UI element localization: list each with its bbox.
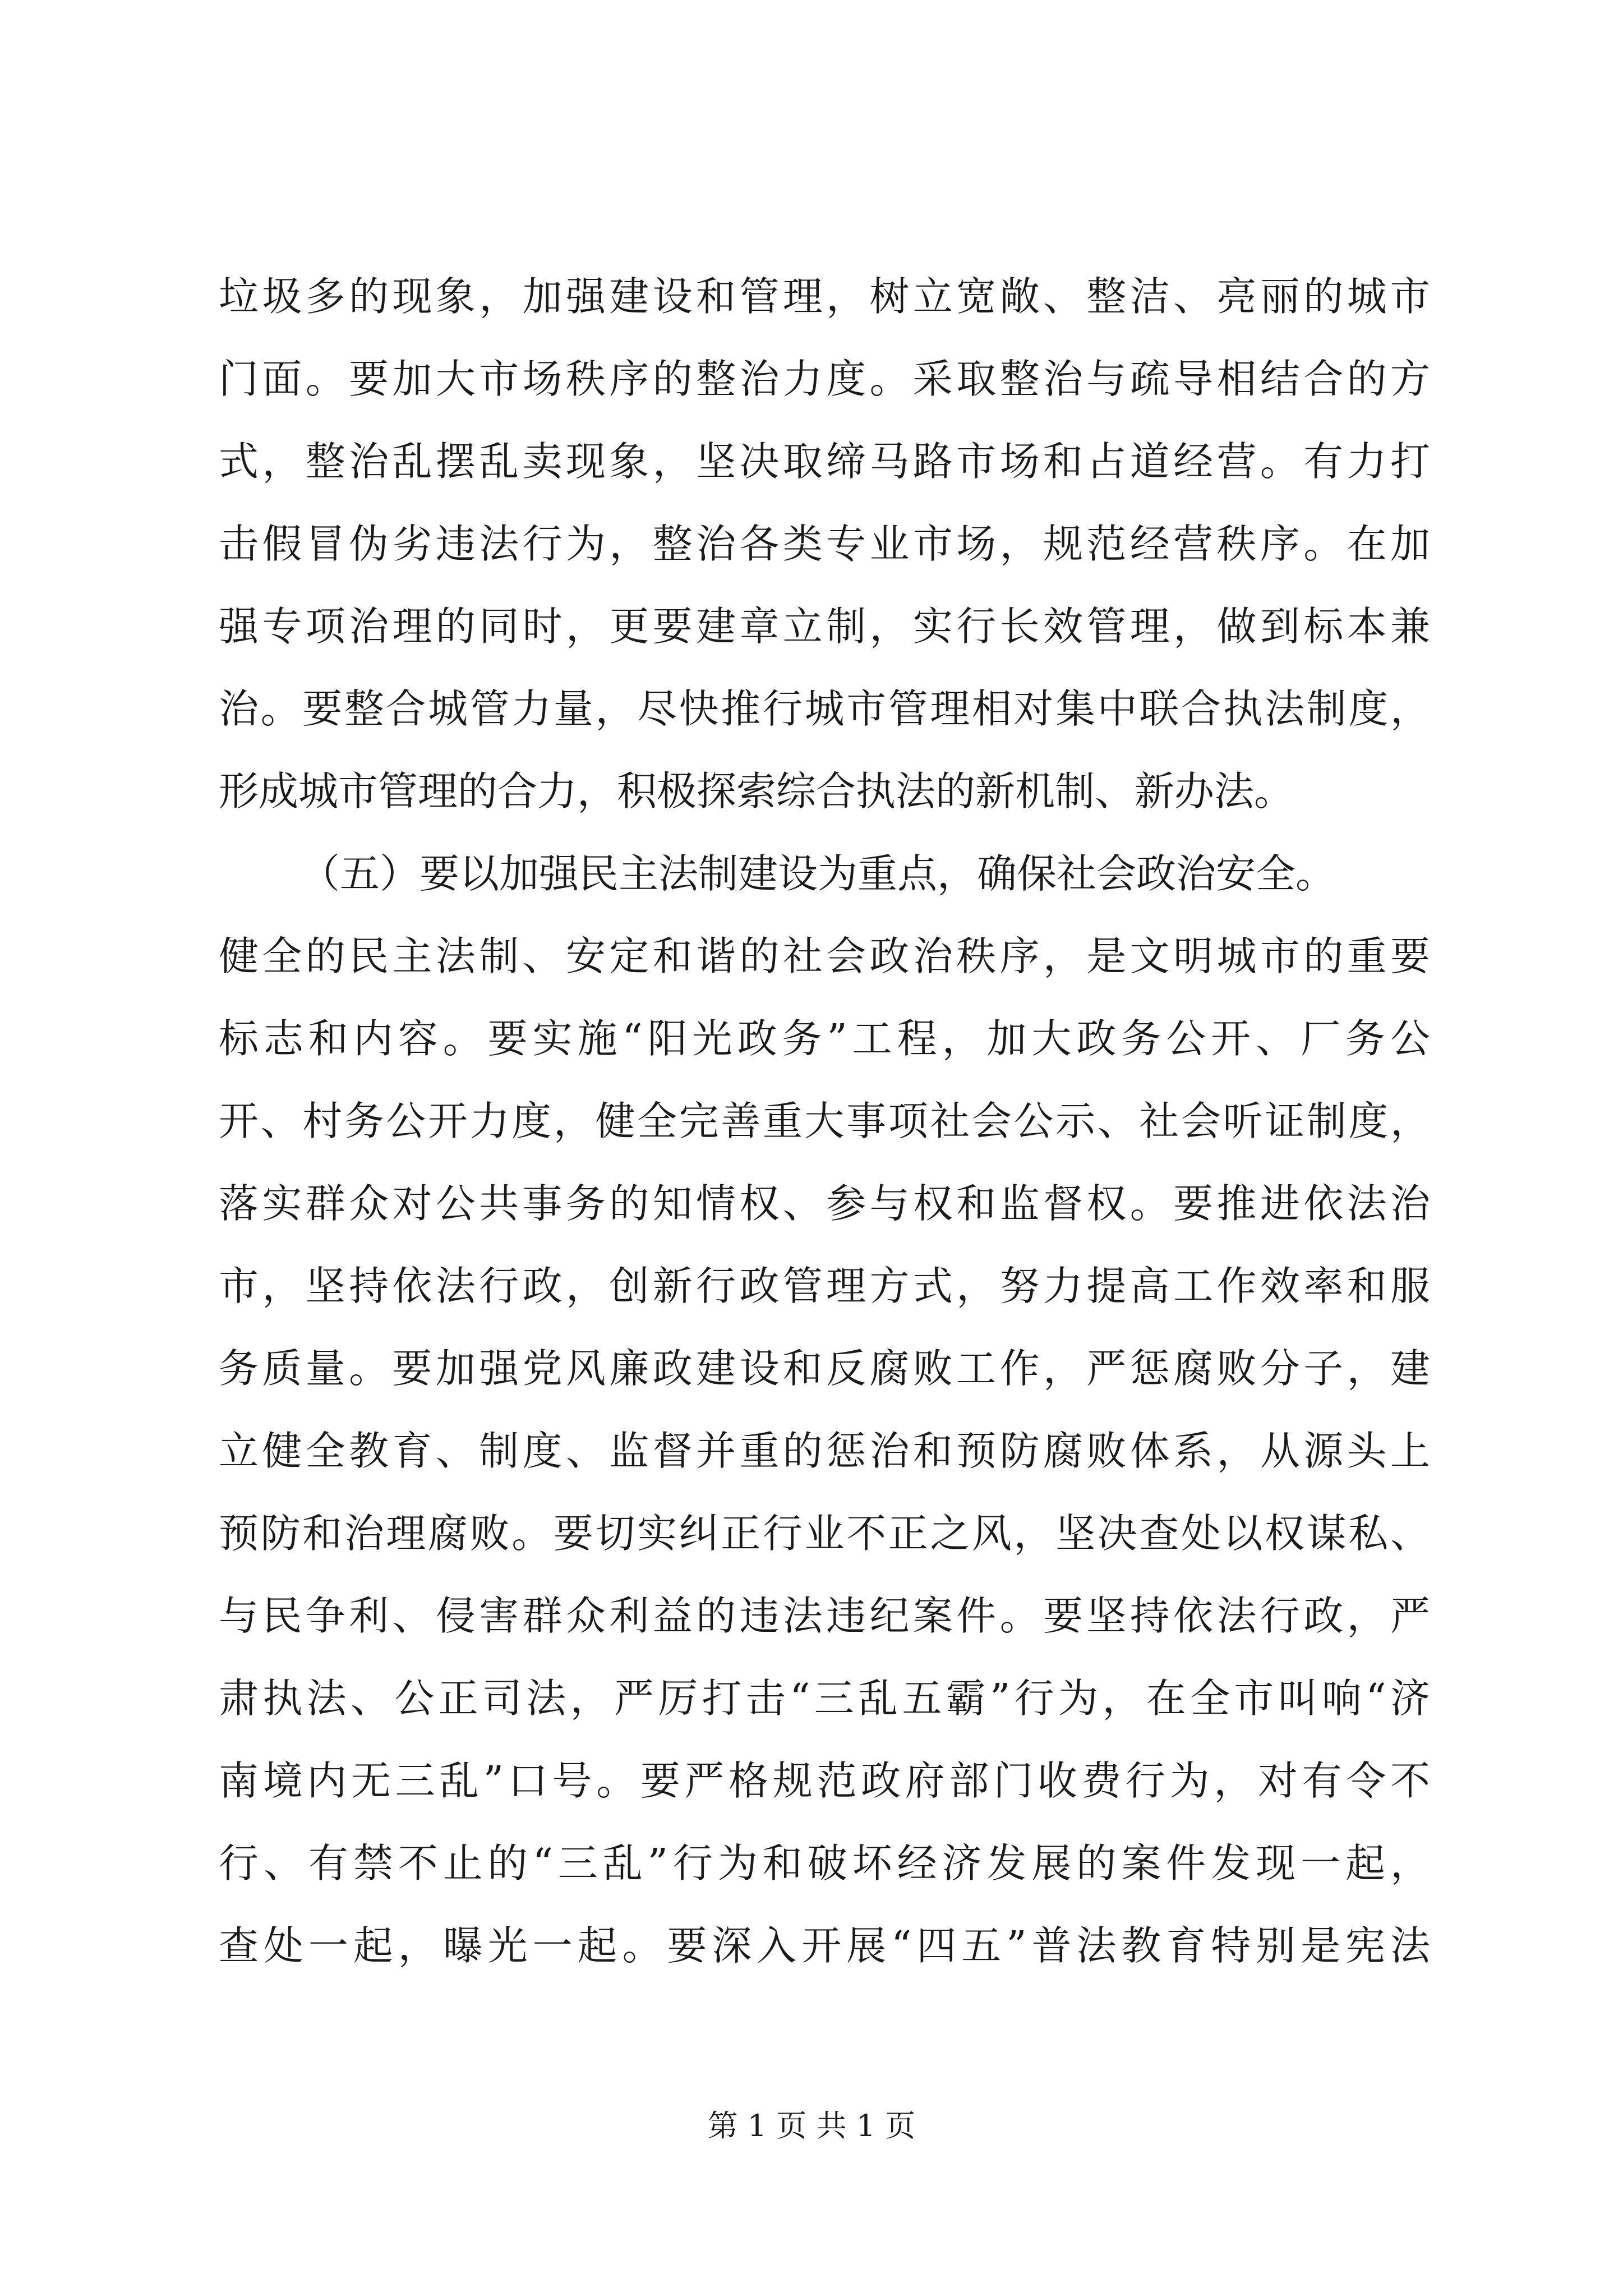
text-line: 垃圾多的现象，加强建设和管理，树立宽敞、整洁、亮丽的城市 [219,273,1430,320]
section-heading-line: （五）要以加强民主法制建设为重点，确保社会政治安全。 [300,850,1336,897]
text-line: 行、有禁不止的“三乱”行为和破坏经济发展的案件发现一起， [219,1840,1430,1887]
text-line: 肃执法、公正司法，严厉打击“三乱五霸”行为，在全市叫响“济 [219,1675,1430,1722]
text-line: 预防和治理腐败。要切实纠正行业不正之风，坚决查处以权谋私、 [219,1510,1430,1557]
text-line: 务质量。要加强党风廉政建设和反腐败工作，严惩腐败分子，建 [219,1345,1430,1392]
text-line: 开、村务公开力度，健全完善重大事项社会公示、社会听证制度， [219,1098,1430,1144]
text-line: 与民争利、侵害群众利益的违法违纪案件。要坚持依法行政，严 [219,1593,1430,1639]
text-line: 市，坚持依法行政，创新行政管理方式，努力提高工作效率和服 [219,1263,1430,1309]
text-line: 落实群众对公共事务的知情权、参与权和监督权。要推进依法治 [219,1180,1430,1227]
text-line: 击假冒伪劣违法行为，整治各类专业市场，规范经营秩序。在加 [219,521,1430,567]
page-footer [0,2106,1623,2146]
text-line: 南境内无三乱”口号。要严格规范政府部门收费行为，对有令不 [219,1757,1430,1804]
text-line: 门面。要加大市场秩序的整治力度。采取整治与疏导相结合的方 [219,356,1430,402]
text-line: 强专项治理的同时，更要建章立制，实行长效管理，做到标本兼 [219,603,1430,650]
text-line: 健全的民主法制、安定和谐的社会政治秩序，是文明城市的重要 [219,933,1430,979]
text-line: 标志和内容。要实施“阳光政务”工程，加大政务公开、厂务公 [219,1015,1430,1062]
page-number-label: 第 1 页 共 1 页 [707,2108,916,2143]
document-body [219,255,1430,1987]
text-line: 治。要整合城管力量，尽快推行城市管理相对集中联合执法制度， [219,685,1430,732]
text-line: 查处一起，曝光一起。要深入开展“四五”普法教育特别是宪法 [219,1922,1430,1969]
text-line: 立健全教育、制度、监督并重的惩治和预防腐败体系，从源头上 [219,1428,1430,1474]
text-line: 形成城市管理的合力，积极探索综合执法的新机制、新办法。 [219,768,1294,815]
text-line: 式，整治乱摆乱卖现象，坚决取缔马路市场和占道经营。有力打 [219,438,1430,485]
